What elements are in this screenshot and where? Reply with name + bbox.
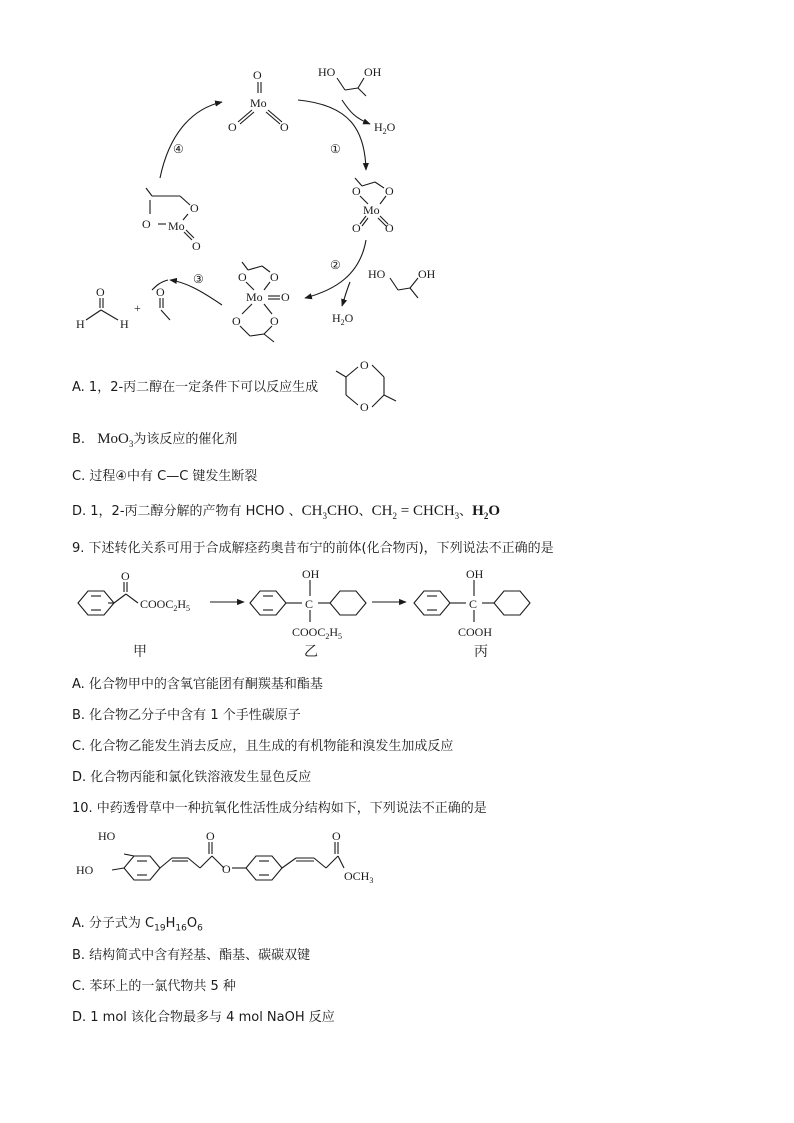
- svg-text:O: O: [228, 120, 237, 134]
- svg-text:①: ①: [330, 142, 341, 156]
- svg-text:O: O: [222, 862, 231, 876]
- label-yi: 乙: [304, 645, 318, 660]
- svg-text:O: O: [253, 68, 262, 82]
- catalytic-cycle-diagram: [0, 0, 794, 345]
- svg-text:OCH3: $OCH_3$: [344, 869, 374, 885]
- q9-option-d: D. 化合物丙能和氯化铁溶液发生显色反应: [72, 770, 312, 785]
- label-bing: 丙: [474, 645, 488, 660]
- svg-text:O: O: [352, 184, 361, 198]
- svg-text:HO: HO: [76, 863, 94, 877]
- q9-synthesis-scheme: [0, 560, 794, 670]
- svg-text:O: O: [96, 285, 105, 299]
- svg-text:④: ④: [173, 142, 184, 156]
- svg-text:O: O: [206, 829, 215, 843]
- svg-text:Mo: Mo: [246, 290, 263, 304]
- svg-text:O: O: [332, 829, 341, 843]
- svg-text:O: O: [281, 290, 290, 304]
- svg-text:O: O: [280, 120, 289, 134]
- q8-option-a: [72, 376, 318, 395]
- svg-text:OH: OH: [302, 567, 320, 581]
- svg-text:O: O: [385, 221, 394, 235]
- svg-text:+: +: [134, 301, 141, 315]
- q9-option-a: A. 化合物甲中的含氧官能团有酮羰基和酯基: [72, 677, 323, 692]
- svg-text:O: O: [385, 184, 394, 198]
- svg-text:HO: HO: [98, 829, 116, 843]
- svg-text:O: O: [360, 358, 369, 372]
- svg-text:Mo: Mo: [168, 219, 185, 233]
- q10-option-c: C. 苯环上的一氯代物共 5 种: [72, 979, 236, 994]
- q9-option-c: C. 化合物乙能发生消去反应，且生成的有机物能和溴发生加成反应: [72, 739, 454, 754]
- svg-text:O: O: [190, 201, 199, 215]
- q8-option-c: C. 过程④中有 C—C 键发生断裂: [72, 469, 258, 484]
- svg-text:HO: HO: [318, 65, 336, 79]
- q10-option-b: B. 结构简式中含有羟基、酯基、碳碳双键: [72, 948, 311, 963]
- q9-stem: 9. 下述转化关系可用于合成解痉药奥昔布宁的前体(化合物丙)，下列说法不正确的是: [72, 541, 554, 556]
- svg-text:OH: OH: [364, 65, 382, 79]
- q8-option-a-text: A. 1，2-丙二醇在一定条件下可以反应生成: [72, 380, 319, 395]
- svg-text:②: ②: [330, 258, 341, 272]
- svg-text:HO: HO: [368, 267, 386, 281]
- svg-text:O: O: [121, 569, 130, 583]
- svg-text:C: C: [469, 597, 478, 611]
- svg-text:H2O: $H_2O$: [374, 120, 396, 136]
- svg-text:OH: OH: [466, 567, 484, 581]
- q10-option-a: A. 分子式为 $C_{19}H_{16}O_6$: [72, 916, 203, 934]
- svg-text:O: O: [142, 217, 151, 231]
- q9-option-b: B. 化合物乙分子中含有 1 个手性碳原子: [72, 708, 301, 723]
- q10-structure: [0, 818, 794, 908]
- dimethyl-dioxane-structure: [332, 355, 412, 415]
- svg-text:O: O: [270, 314, 279, 328]
- q8-option-b: B. MoO$_3$为该反应的催化剂: [72, 431, 238, 449]
- q10-option-d: D. 1 mol 该化合物最多与 4 mol NaOH 反应: [72, 1010, 335, 1025]
- label-jia: 甲: [133, 645, 147, 660]
- svg-text:COOC2H5: $COOC_2H_5$: [292, 625, 343, 641]
- svg-text:COOH: COOH: [458, 625, 493, 639]
- svg-text:C: C: [305, 597, 314, 611]
- svg-text:O: O: [238, 270, 247, 284]
- svg-text:O: O: [270, 270, 279, 284]
- svg-text:③: ③: [193, 272, 204, 286]
- svg-text:H: H: [120, 317, 129, 331]
- q8-option-d: D. 1，2-丙二醇分解的产物有 HCHO 、$CH_3CHO$、$CH_2$ = $CHCH_3$、$H_2O$: [72, 503, 501, 521]
- svg-text:O: O: [156, 285, 165, 299]
- svg-text:OH: OH: [418, 267, 436, 281]
- svg-text:O: O: [232, 314, 241, 328]
- svg-text:H: H: [76, 317, 85, 331]
- svg-text:COOC2H5: $COOC_2H_5$: [140, 597, 191, 613]
- svg-text:O: O: [360, 400, 369, 414]
- svg-text:O: O: [192, 239, 201, 253]
- svg-text:Mo: Mo: [363, 203, 380, 217]
- svg-text:H2O: $H_2O$: [332, 311, 354, 327]
- svg-text:O: O: [352, 221, 361, 235]
- mo-center-label: Mo: [250, 96, 267, 110]
- q10-stem: 10. 中药透骨草中一种抗氧化性活性成分结构如下，下列说法不正确的是: [72, 801, 487, 816]
